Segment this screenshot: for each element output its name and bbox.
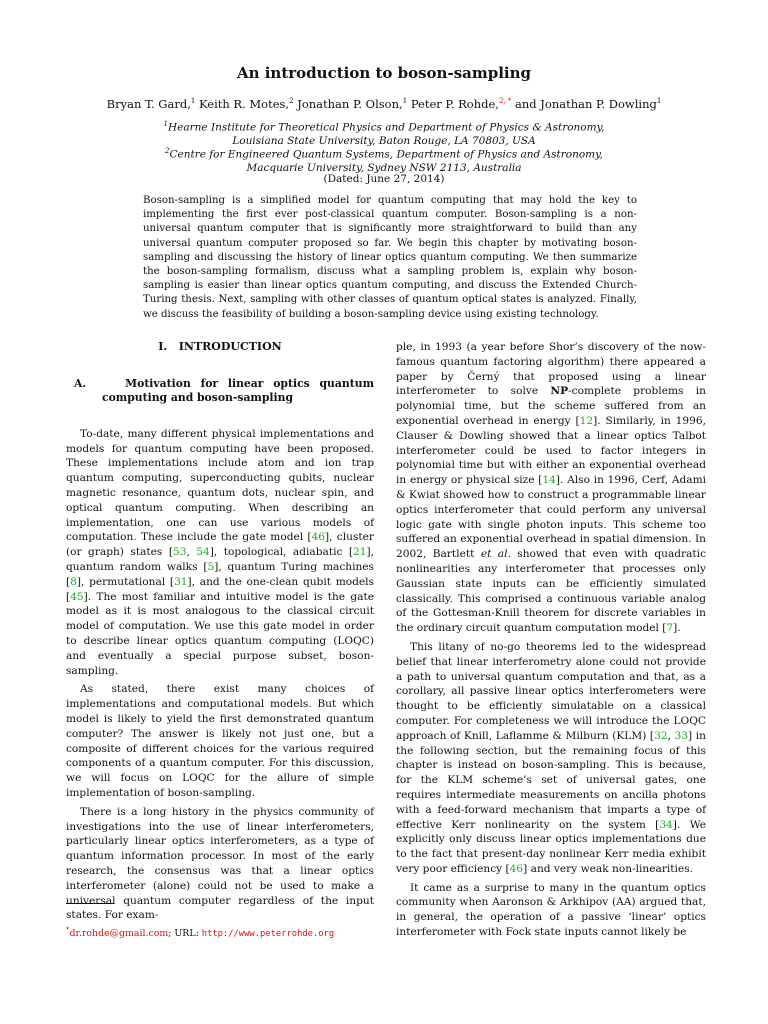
citation-link[interactable]: 31 [174,575,188,588]
citation-link[interactable]: 54 [196,546,210,559]
url-link[interactable]: http://www.peterrohde.org [201,929,335,940]
citation-link[interactable]: 45 [70,590,84,603]
abstract: Boson-sampling is a simplified model for quantum computing that may hold the key to implementing the first ever post-classical quantum computer. Boson-sampling is a non-universal quantum computer that is significantly more straightforward to build than any universal quantum computer proposed so far. We begin this chapter by motivating boson-sampling and discussing the history of linear optics quantum computing. We then summarize the boson-sampling formalism, discuss what a sampling problem is, explain why boson-sampling is easier than linear optics quantum computing, and discuss the Extended Church-Turing thesis. Next, sampling with other classes of quantum optical states is analyzed. Finally, we discuss the feasibility of building a boson-sampling device using existing technology. [143,195,637,320]
citation-link[interactable]: 32 [654,729,668,742]
author: Jonathan P. Olson, [297,97,403,111]
paper-title: An introduction to boson-sampling [236,64,532,82]
footnote-rule [66,903,114,904]
paragraph: ple, in 1993 (a year before Shor’s discovery of the now-famous quantum factoring algorithm) there appeared a paper by Černý that proposed using a linear interferometer to solve NP-complete problems in polynomial time, but the scheme suffered from an exponential overhead in energy [12]. Similarly, in 1996, Clauser & Dowling showed that a linear optics Talbot interferometer could be used to factor integers in polynomial time but with either an exponential overhead in energy or physical size [14]. Also in 1996, Cerf, Adami & Kwiat showed how to construct a programmable linear optics interferometer that could perform any universal logic gate with single photon inputs. This scheme too suffered an exponential overhead in spatial dimension. In 2002, Bartlett et al. showed that even with quadratic nonlinearities any interferometer that processes only Gaussian state inputs can be efficiently simulated classically. This comprised a continuous variable analog of the Gottesman-Knill theorem for discrete variables in the ordinary circuit quantum computation model [7]. [396,341,707,635]
right-column [396,340,706,944]
author: Keith R. Motes, [198,97,290,111]
section-heading: I. INTRODUCTION [158,340,282,353]
author: Bryan T. Gard, [106,97,191,111]
date-line: (Dated: June 27, 2014) [323,173,445,185]
email-link[interactable]: dr.rohde@gmail.com [69,928,169,940]
citation-link[interactable]: 7 [666,622,674,635]
citation-link[interactable]: 46 [311,531,326,544]
author: Peter P. Rohde, [410,97,499,111]
affiliation-2: $^2$Centre for Engineered Quantum Systems, Department of Physics and Astronomy, Macquarie University, Sydney NSW 2113, Australia [165,147,603,174]
paragraph: As stated, there exist many choices of implementations and computational models. But which model is likely to yield the first demonstrated quantum computer? The answer is likely not just one, but a composite of different choices for the various required components of a quantum computer. For this discussion, we will focus on LOQC for the allure of simple implementation of boson-sampling. [66,683,374,799]
citation-link[interactable]: 12 [579,414,594,427]
paragraph: There is a long history in the physics community of investigations into the use of linear interferometers, particularly linear optics interferometers, as a type of quantum information processor. In most of the early research, the consensus was that a linear optics interferometer (alone) could not be used to make a universal quantum computer regardless of the input states. For exam- [66,805,374,922]
paragraph: To-date, many different physical implementations and models for quantum computing have been proposed. These implementations include atom and ion trap quantum computing, superconducting qubits, nuclear magnetic resonance, quantum dots, nuclear spin, and optical quantum computing. When describing an implementation, one can use various models of computation. These include the gate model [46], cluster (or graph) states [53, 54], topological, adiabatic [21], quantum random walks [5], quantum Turing machines [8], permutational [31], and the one-clean qubit models [45]. The most familiar and intuitive model is the gate model as it is most analogous to the classical circuit model of computation. We use this gate model in order to describe linear optics quantum computing (LOQC) and eventually a special purpose subset, boson-sampling. [66,427,374,677]
author: and Jonathan P. Dowling [515,97,657,111]
paragraph: It came as a surprise to many in the quantum optics community when Aaronson & Arkhipov (AA) argued that, in general, the operation of a passive ‘linear’ optics interferometer with Fock state inputs cannot likely be [396,881,706,939]
citation-link[interactable]: 21 [353,546,367,559]
citation-link[interactable]: 14 [542,474,556,487]
subsection-heading: A. Motivation for linear optics quantum computing and boson-sampling [74,376,374,404]
citation-link[interactable]: 53 [172,546,187,559]
corresponding-author-marker[interactable]: 2, * [498,97,512,106]
footnote: *dr.rohde@gmail.com; URL: http://www.peterrohde.org [66,926,335,940]
citation-link[interactable]: 46 [509,862,524,875]
author-list: Bryan T. Gard,$^1$ Keith R. Motes,$^2$ Jonathan P. Olson,$^1$ Peter P. Rohde,$^{2, *}$ and Jonathan P. Dowling$^1$ [106,97,662,111]
paragraph: This litany of no-go theorems led to the widespread belief that linear interferometry alone could not provide a path to universal quantum computation and that, as a corollary, all passive linear optics interferometers were thought to be efficiently simulatable on a classical computer. For completeness we will introduce the LOQC approach of Knill, Laflamme & Milburn (KLM) [32, 33] in the following section, but the remaining focus of this chapter is instead on boson-sampling. This is because, for the KLM scheme’s set of universal gates, one requires intermediate measurements on ancilla photons with a feed-forward mechanism that imparts a type of effective Kerr nonlinearity on the system [34]. We explicitly only discuss linear optics implementations due to the fact that present-day nonlinear Kerr media exhibit very poor efficiency [46] and very weak non-linearities. [396,640,706,875]
citation-link[interactable]: 33 [674,729,689,742]
left-column [66,340,374,927]
citation-link[interactable]: 5 [207,560,215,573]
affiliation-1: $^1$Hearne Institute for Theoretical Physics and Department of Physics & Astronomy, Louisiana State University, Baton Rouge, LA 70803, USA [163,120,605,147]
citation-link[interactable]: 8 [70,575,77,588]
citation-link[interactable]: 34 [659,818,673,831]
